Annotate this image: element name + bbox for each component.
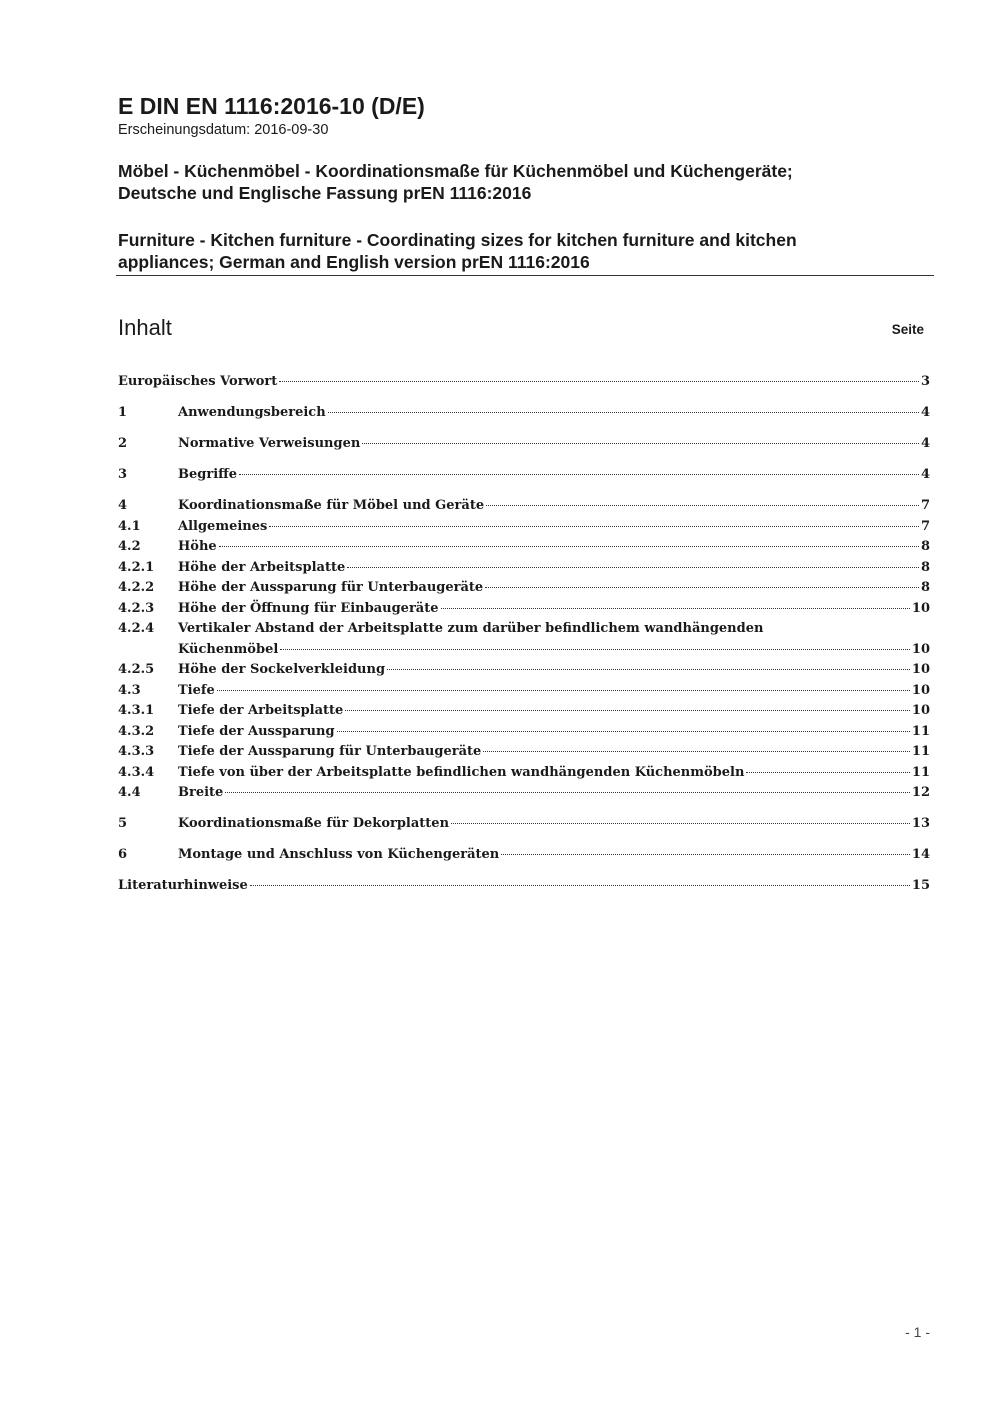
toc-entry-page: 10 — [911, 662, 930, 677]
toc-entry-title: Tiefe — [178, 682, 215, 698]
toc-entry-title: Tiefe von über der Arbeitsplatte befindlichen wandhängenden Küchenmöbeln — [178, 764, 745, 780]
toc-entry-page: 13 — [911, 816, 930, 831]
toc-dot-leader — [225, 792, 910, 793]
toc-entry-page: 8 — [920, 580, 930, 595]
toc-entry-title: Allgemeines — [178, 518, 268, 534]
toc-entry-4[interactable] — [118, 496, 930, 517]
toc-entry-page: 12 — [911, 785, 930, 800]
toc-entry-number: 4.2.4 — [118, 621, 155, 636]
toc-dot-leader — [280, 649, 910, 650]
toc-dot-leader — [219, 546, 919, 547]
toc-entry-title: Koordinationsmaße für Dekorplatten — [178, 816, 450, 831]
toc-entry-number: 3 — [118, 467, 128, 482]
toc-entry-number: 4.2.5 — [118, 662, 155, 677]
title-german-line-1: Möbel - Küchenmöbel - Koordinationsmaße für Küchenmöbel und Küchengeräte; — [118, 161, 793, 181]
toc-entry-page: 11 — [911, 744, 930, 759]
toc-entry-number: 4.1 — [118, 518, 141, 534]
toc-entry-page: 8 — [920, 539, 930, 554]
toc-entry-title: Europäisches Vorwort — [118, 374, 278, 389]
toc-dot-leader — [345, 710, 910, 711]
toc-entry-4-2-4[interactable] — [118, 619, 930, 660]
toc-entry-title: Vertikaler Abstand der Arbeitsplatte zum darüber befindlichem wandhängenden — [178, 621, 764, 636]
toc-dot-leader — [483, 751, 910, 752]
toc-entry-5[interactable] — [118, 814, 930, 835]
title-english — [118, 229, 918, 273]
toc-entry-title: Normative Verweisungen — [178, 436, 361, 451]
publication-date: Erscheinungsdatum: 2016-09-30 — [118, 122, 329, 138]
toc-entry-number: 1 — [118, 405, 128, 420]
toc-entry-4-3-4[interactable] — [118, 763, 930, 784]
toc-entry-page: 14 — [911, 847, 930, 862]
table-of-contents — [118, 372, 930, 897]
toc-entry-number: 4.2.2 — [118, 580, 155, 595]
toc-entry-page: 7 — [920, 498, 930, 513]
toc-entry-number: 4.3 — [118, 682, 141, 698]
title-german-line-2: Deutsche und Englische Fassung prEN 1116:2016 — [118, 183, 532, 203]
toc-entry-4-3-3[interactable] — [118, 742, 930, 763]
toc-entry-page: 10 — [911, 703, 930, 718]
toc-entry-page: 7 — [920, 518, 930, 534]
toc-entry-4-2-3[interactable] — [118, 599, 930, 620]
toc-entry-title: Tiefe der Aussparung für Unterbaugeräte — [178, 744, 482, 759]
title-german — [118, 160, 918, 204]
toc-entry-page: 10 — [911, 600, 930, 616]
toc-entry-number: 5 — [118, 816, 128, 831]
toc-entry-number: 4.3.2 — [118, 723, 155, 739]
toc-entry-title: Montage und Anschluss von Küchengeräten — [178, 847, 500, 862]
toc-entry-page: 10 — [911, 641, 930, 657]
toc-entry-title: Anwendungsbereich — [178, 405, 326, 420]
toc-entry-page: 11 — [911, 723, 930, 739]
toc-dot-leader — [239, 474, 919, 475]
toc-dot-leader — [485, 587, 919, 588]
toc-entry-title: Tiefe der Aussparung — [178, 723, 335, 739]
toc-dot-leader — [746, 772, 909, 773]
toc-entry-4-3-1[interactable] — [118, 701, 930, 722]
toc-entry-title: Breite — [178, 785, 224, 800]
toc-entry-title: Literaturhinweise — [118, 878, 248, 893]
title-english-line-2: appliances; German and English version prEN 1116:2016 — [118, 252, 590, 272]
toc-dot-leader — [347, 567, 919, 568]
toc-entry-bibliography[interactable] — [118, 876, 930, 897]
toc-entry-4-2-5[interactable] — [118, 660, 930, 681]
toc-entry-2[interactable] — [118, 434, 930, 455]
header-divider — [116, 275, 934, 276]
toc-dot-leader — [269, 526, 919, 527]
toc-entry-3[interactable] — [118, 465, 930, 486]
page-number: - 1 - — [905, 1324, 930, 1340]
toc-entry-number: 4 — [118, 498, 128, 513]
toc-entry-page: 15 — [911, 878, 930, 893]
toc-entry-title: Höhe — [178, 539, 217, 554]
toc-entry-page: 4 — [920, 436, 930, 451]
toc-entry-foreword[interactable] — [118, 372, 930, 393]
toc-dot-leader — [279, 381, 919, 382]
toc-entry-page: 3 — [920, 374, 930, 389]
toc-dot-leader — [486, 505, 919, 506]
document-id: E DIN EN 1116:2016-10 (D/E) — [118, 93, 425, 119]
toc-entry-page: 8 — [920, 559, 930, 575]
toc-entry-page: 4 — [920, 405, 930, 420]
toc-page-column-label: Seite — [891, 322, 924, 337]
toc-dot-leader — [501, 854, 910, 855]
toc-dot-leader — [451, 823, 910, 824]
toc-entry-4-3[interactable] — [118, 681, 930, 702]
toc-entry-number: 2 — [118, 436, 128, 451]
toc-dot-leader — [441, 608, 910, 609]
toc-heading: Inhalt — [118, 315, 172, 340]
toc-dot-leader — [250, 885, 910, 886]
toc-entry-number: 4.2.1 — [118, 559, 155, 575]
toc-entry-4-3-2[interactable] — [118, 722, 930, 743]
toc-entry-number: 4.3.4 — [118, 764, 155, 780]
toc-entry-number: 4.2.3 — [118, 600, 155, 616]
toc-dot-leader — [217, 690, 910, 691]
toc-entry-title: Höhe der Aussparung für Unterbaugeräte — [178, 580, 484, 595]
toc-entry-4-2-2[interactable] — [118, 578, 930, 599]
toc-entry-title-continued: Küchenmöbel — [178, 641, 279, 657]
toc-entry-page: 10 — [911, 682, 930, 698]
toc-dot-leader — [362, 443, 919, 444]
toc-entry-4-2-1[interactable] — [118, 558, 930, 579]
toc-entry-number: 4.2 — [118, 539, 141, 554]
toc-entry-title: Höhe der Öffnung für Einbaugeräte — [178, 600, 439, 616]
toc-entry-4-2[interactable] — [118, 537, 930, 558]
toc-entry-4-4[interactable] — [118, 783, 930, 804]
toc-entry-title: Koordinationsmaße für Möbel und Geräte — [178, 498, 485, 513]
toc-entry-number: 4.4 — [118, 785, 141, 800]
toc-entry-title: Höhe der Sockelverkleidung — [178, 662, 386, 677]
toc-entry-title: Höhe der Arbeitsplatte — [178, 559, 346, 575]
toc-entry-number: 4.3.3 — [118, 744, 155, 759]
toc-entry-title: Begriffe — [178, 467, 238, 482]
toc-entry-number: 4.3.1 — [118, 703, 155, 718]
title-english-line-1: Furniture - Kitchen furniture - Coordinating sizes for kitchen furniture and kitchen — [118, 230, 797, 250]
toc-entry-title: Tiefe der Arbeitsplatte — [178, 703, 344, 718]
toc-dot-leader — [328, 412, 919, 413]
toc-entry-1[interactable] — [118, 403, 930, 424]
toc-dot-leader — [387, 669, 910, 670]
toc-entry-number: 6 — [118, 847, 128, 862]
toc-entry-4-1[interactable] — [118, 517, 930, 538]
toc-entry-6[interactable] — [118, 845, 930, 866]
toc-dot-leader — [337, 731, 910, 732]
toc-entry-page: 11 — [911, 764, 930, 780]
toc-entry-page: 4 — [920, 467, 930, 482]
